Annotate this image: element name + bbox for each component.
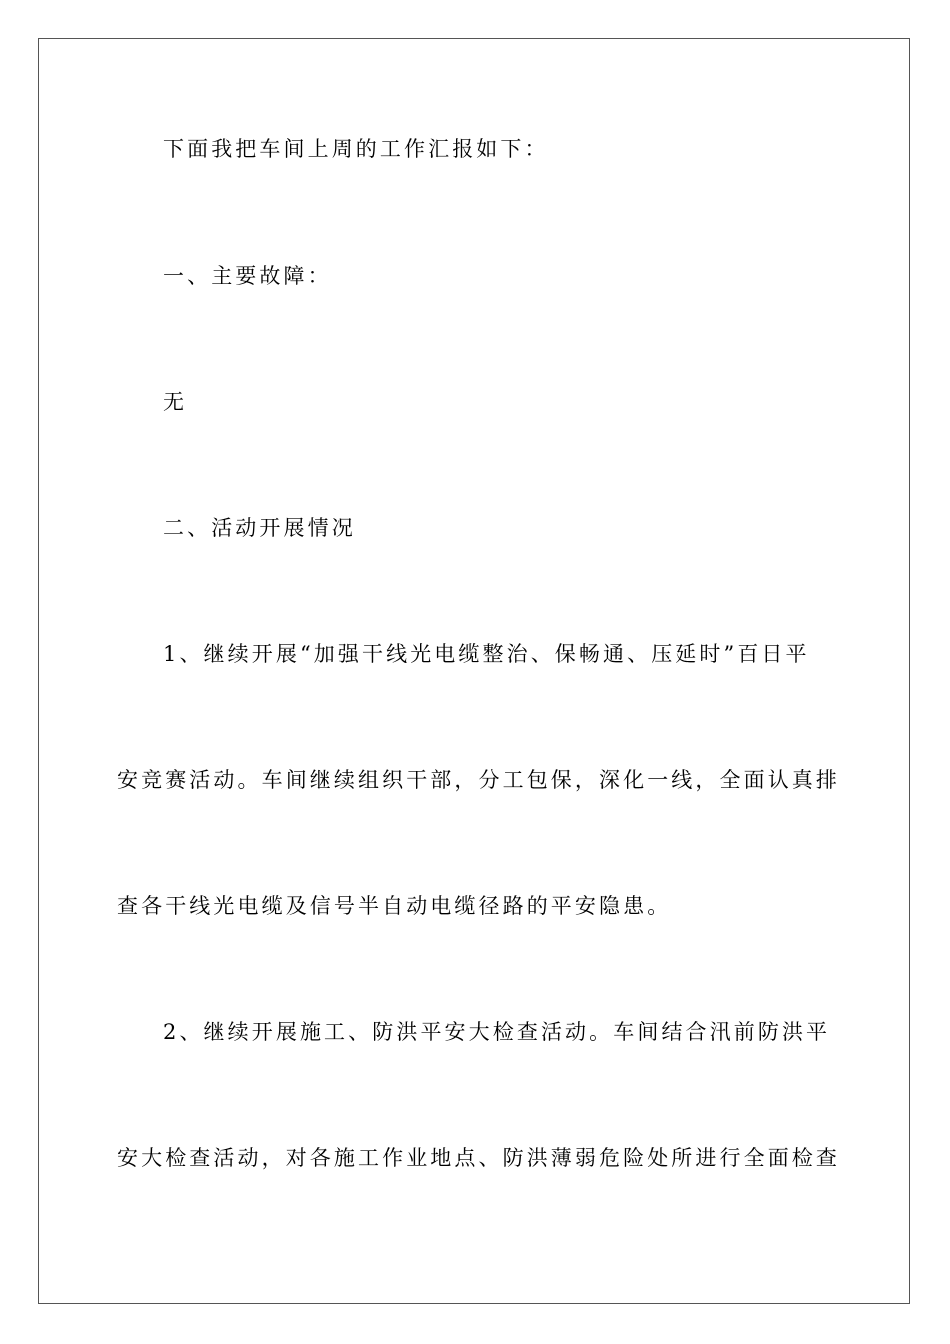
section-heading-main-faults: 一、主要故障：	[163, 264, 332, 288]
paragraph-item-2-line-1: 2、继续开展施工、防洪平安大检查活动。车间结合汛前防洪平	[163, 1020, 831, 1044]
page-border	[38, 38, 910, 1304]
paragraph-item-2-line-2: 安大检查活动，对各施工作业地点、防洪薄弱危险处所进行全面检查	[117, 1146, 840, 1170]
paragraph-item-1-line-3: 查各干线光电缆及信号半自动电缆径路的平安隐患。	[117, 894, 672, 918]
paragraph-item-1-line-1: 1、继续开展“加强干线光电缆整治、保畅通、压延时”百日平	[163, 642, 810, 666]
section-heading-activities: 二、活动开展情况	[163, 516, 356, 540]
paragraph-item-1-line-2: 安竞赛活动。车间继续组织干部，分工包保，深化一线，全面认真排	[117, 768, 840, 792]
faults-none-text: 无	[163, 390, 188, 414]
intro-paragraph: 下面我把车间上周的工作汇报如下：	[163, 137, 549, 161]
